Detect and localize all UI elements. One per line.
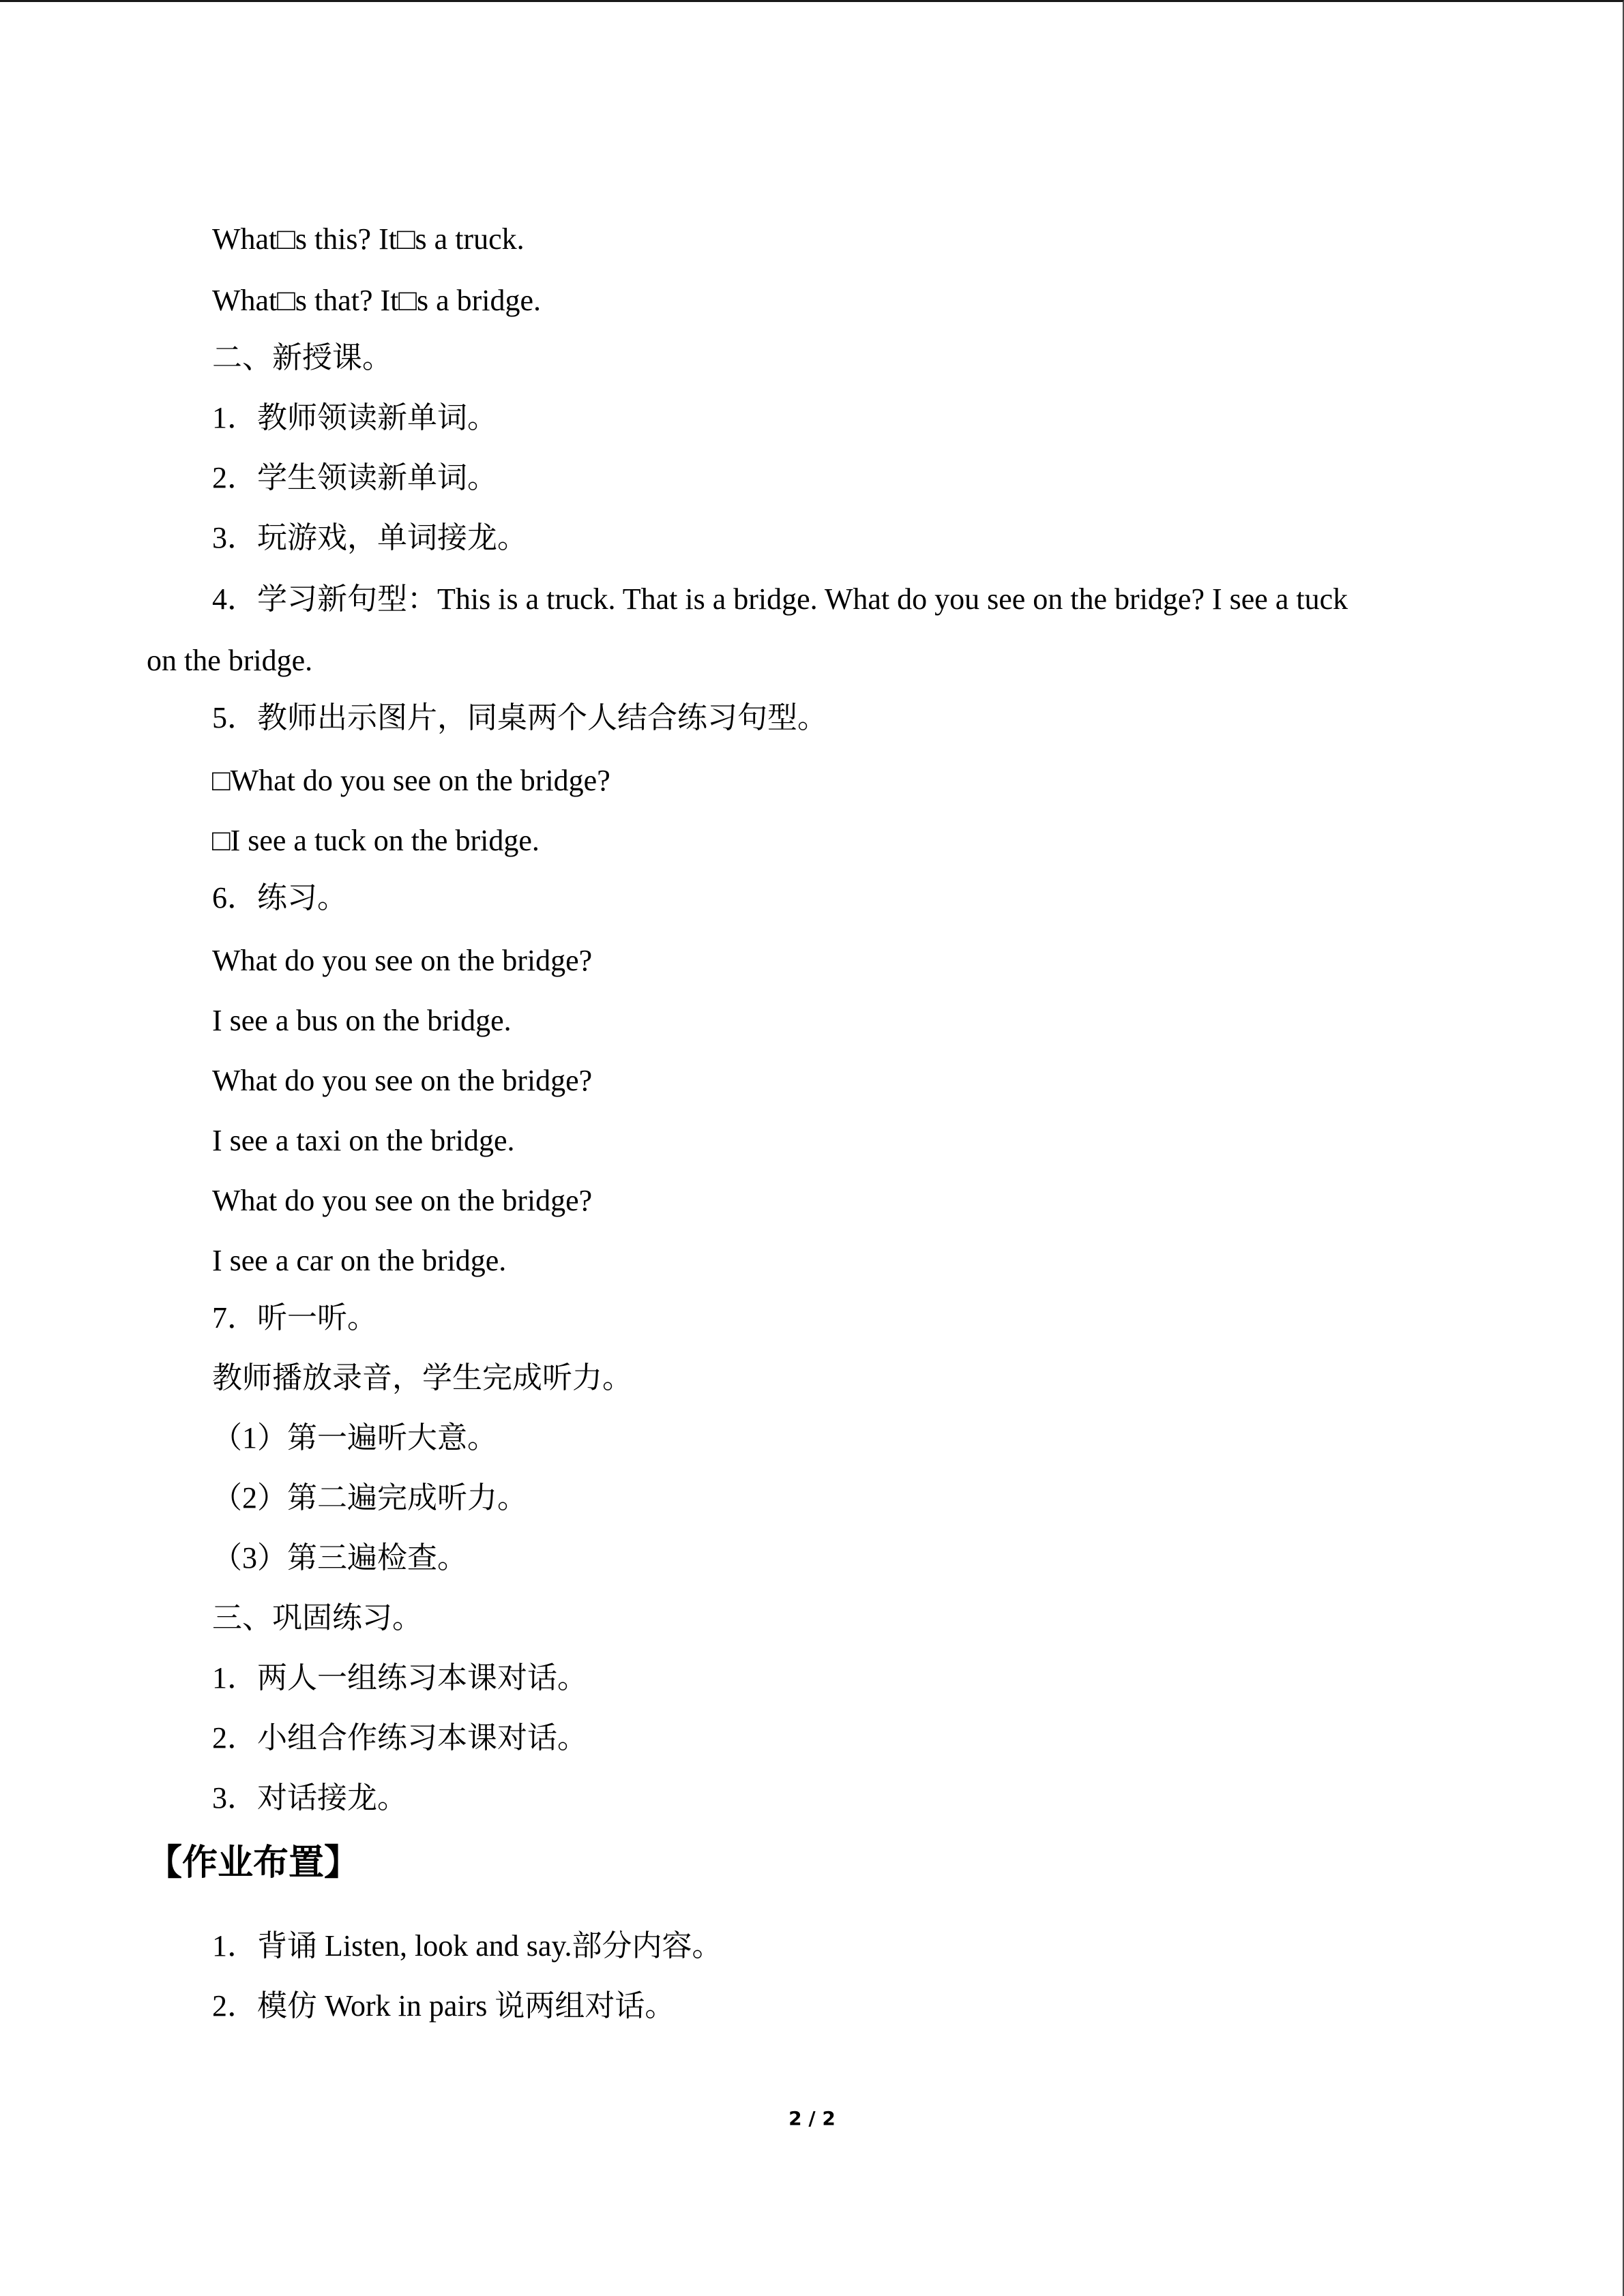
homework-item: 1．背诵 Listen, look and say.部分内容。 [212,1929,722,1963]
pair-practice-line: □I see a tuck on the bridge. [212,824,540,857]
homework-item: 2．模仿 Work in pairs 说两组对话。 [212,1989,675,2023]
step-item-sentence-patterns: 4．学习新句型：This is a truck. That is a bridge. What do you see on the bridge? I see a tuck [212,582,1348,616]
listening-step: （1）第一遍听大意。 [212,1421,497,1455]
listening-intro: 教师播放录音，学生完成听力。 [212,1361,632,1395]
practice-dialogue-line: I see a bus on the bridge. [212,1004,512,1037]
step-item: 1．两人一组练习本课对话。 [212,1661,587,1695]
step-item: 2．小组合作练习本课对话。 [212,1721,587,1755]
step-item: 2．学生领读新单词。 [212,461,497,494]
practice-dialogue-line: I see a taxi on the bridge. [212,1124,515,1157]
pair-practice-line: □What do you see on the bridge? [212,764,610,797]
practice-dialogue-line: I see a car on the bridge. [212,1244,507,1277]
step-item: 7．听一听。 [212,1301,377,1335]
step-item: 3．玩游戏，单词接龙。 [212,521,527,554]
practice-dialogue-line: What do you see on the bridge? [212,944,593,977]
section-heading-consolidation: 三、巩固练习。 [212,1601,422,1635]
listening-step: （2）第二遍完成听力。 [212,1481,527,1515]
homework-heading: 【作业布置】 [147,1843,360,1883]
step-item: 6．练习。 [212,881,347,914]
listening-step: （3）第三遍检查。 [212,1541,467,1575]
review-dialogue-line: What□s that? It□s a bridge. [212,284,542,317]
page-number: 2 / 2 [788,2107,836,2130]
practice-dialogue-line: What do you see on the bridge? [212,1184,593,1217]
step-item: 3．对话接龙。 [212,1781,407,1815]
review-dialogue-line: What□s this? It□s a truck. [212,222,525,256]
section-heading-new-lesson: 二、新授课。 [212,341,392,374]
step-item: 1．教师领读新单词。 [212,401,497,434]
step-item-sentence-patterns-continued: on the bridge. [147,644,313,677]
practice-dialogue-line: What do you see on the bridge? [212,1064,593,1097]
step-item: 5．教师出示图片，同桌两个人结合练习句型。 [212,701,827,734]
